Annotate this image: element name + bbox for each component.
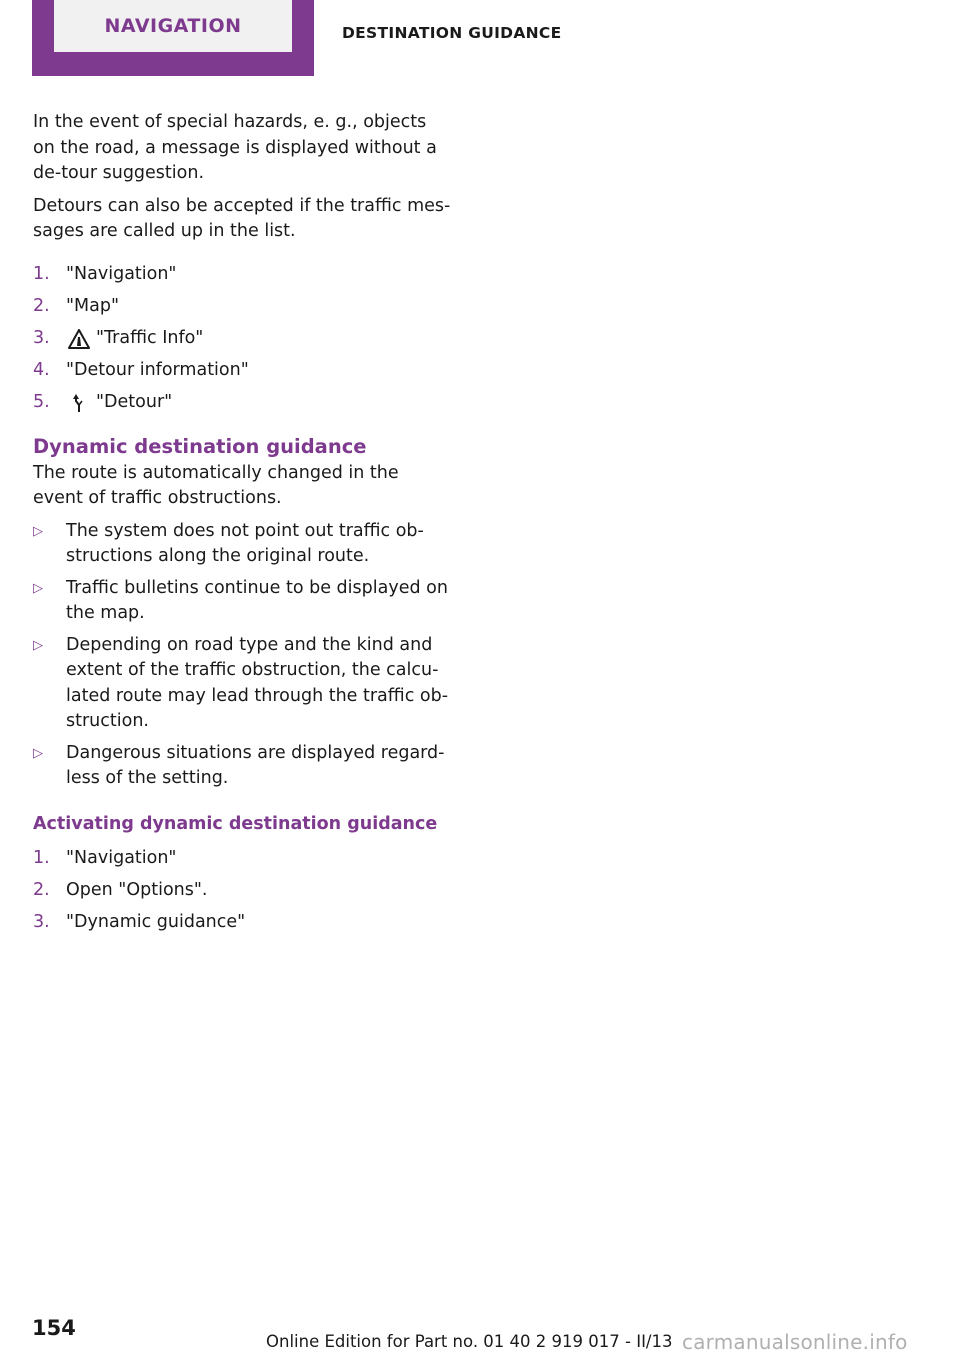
triangle-bullet-icon: ▷ — [33, 637, 43, 653]
list-item — [33, 576, 453, 627]
watermark: carmanualsonline.info — [682, 1330, 908, 1354]
bullet-text: Dangerous situations are displayed regard‐less of the setting. — [66, 742, 445, 788]
step-text: "Detour" — [96, 391, 173, 412]
activating-steps-list — [33, 843, 453, 939]
activating-heading: Activating dynamic destination guidance — [33, 813, 438, 834]
step-number: 5. — [33, 391, 50, 412]
page-header — [0, 0, 960, 80]
intro-paragraph: Detours can also be accepted if the traffic mes‐sages are called up in the list. — [33, 195, 451, 241]
list-item — [33, 387, 453, 419]
detour-arrow-icon — [66, 392, 92, 414]
detour-steps-list — [33, 259, 453, 419]
section-title: DESTINATION GUIDANCE — [342, 24, 562, 42]
intro-paragraph: In the event of special hazards, e. g., objects on the road, a message is displayed without a de‐tour suggestion. — [33, 112, 437, 183]
step-number: 2. — [33, 295, 50, 316]
step-text: "Map" — [66, 295, 120, 316]
list-item — [33, 323, 453, 355]
step-text: "Navigation" — [66, 847, 177, 868]
list-item — [33, 741, 453, 792]
list-item — [33, 907, 453, 939]
step-number: 1. — [33, 263, 50, 284]
dynamic-guidance-bullets — [33, 519, 453, 792]
list-item — [33, 875, 453, 907]
step-text: "Dynamic guidance" — [66, 911, 246, 932]
step-text: "Navigation" — [66, 263, 177, 284]
list-item — [33, 291, 453, 323]
page-content — [33, 110, 453, 939]
step-text: Open "Options". — [66, 879, 208, 900]
dynamic-guidance-intro: The route is automatically changed in the event of traffic obstructions. — [33, 462, 399, 508]
step-number: 3. — [33, 327, 50, 348]
step-number: 4. — [33, 359, 50, 380]
chapter-tab-label: NAVIGATION — [54, 0, 292, 52]
list-item — [33, 633, 453, 735]
bullet-text: Depending on road type and the kind and extent of the traffic obstruction, the calcu‐lated route may lead through the traffic ob‐struction. — [66, 634, 449, 731]
list-item — [33, 519, 453, 570]
step-number: 3. — [33, 911, 50, 932]
step-number: 2. — [33, 879, 50, 900]
dynamic-guidance-heading: Dynamic destination guidance — [33, 434, 367, 458]
step-number: 1. — [33, 847, 50, 868]
list-item — [33, 843, 453, 875]
page-number: 154 — [32, 1316, 76, 1340]
triangle-bullet-icon: ▷ — [33, 745, 43, 761]
triangle-bullet-icon: ▷ — [33, 523, 43, 539]
list-item — [33, 355, 453, 387]
bullet-text: Traffic bulletins continue to be displayed on the map. — [66, 577, 448, 623]
list-item — [33, 259, 453, 291]
edition-note: Online Edition for Part no. 01 40 2 919 017 - II/13 — [266, 1332, 673, 1351]
step-text: "Traffic Info" — [96, 327, 204, 348]
triangle-bullet-icon: ▷ — [33, 580, 43, 596]
step-text: "Detour information" — [66, 359, 249, 380]
traffic-warning-icon — [66, 328, 92, 350]
chapter-tab — [32, 0, 314, 76]
bullet-text: The system does not point out traffic ob‐structions along the original route. — [66, 520, 424, 566]
